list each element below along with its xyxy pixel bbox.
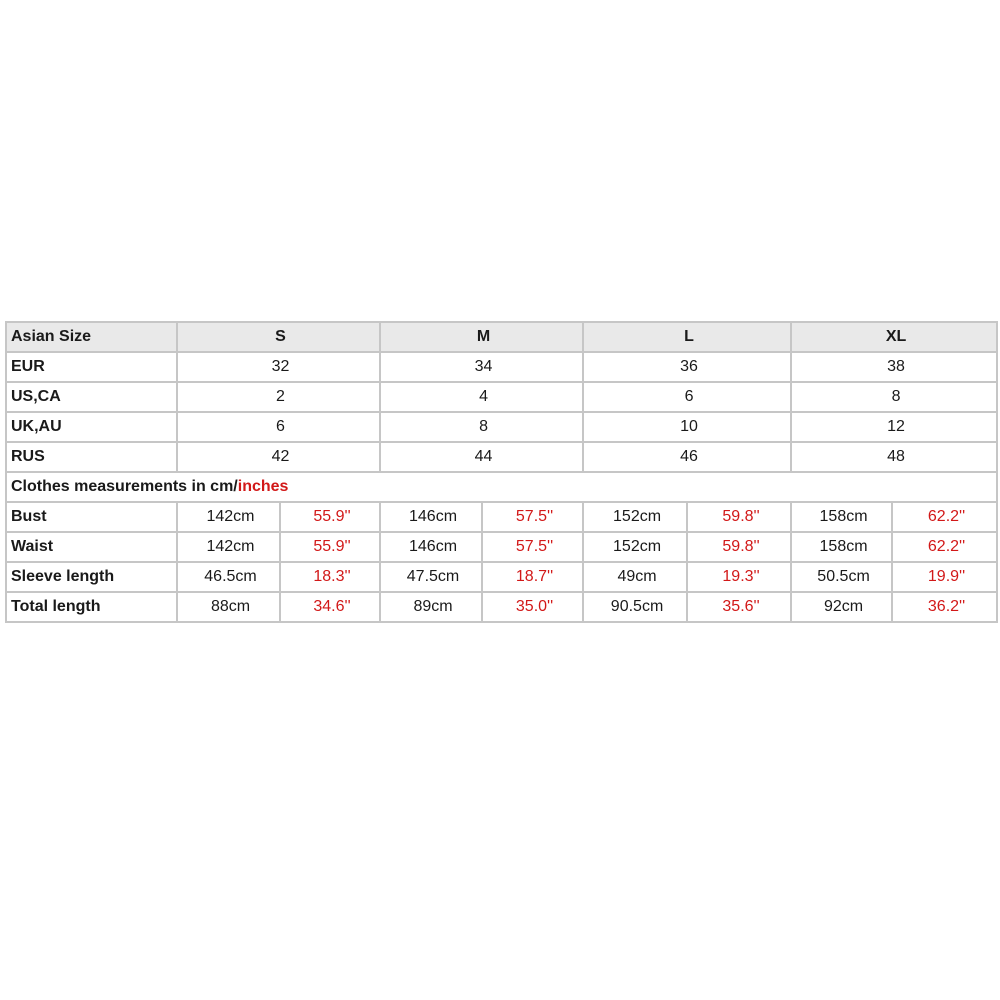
table-cell: 142cm xyxy=(177,502,280,532)
table-cell: 158cm xyxy=(791,532,892,562)
size-m-heading: M xyxy=(380,322,583,352)
table-cell: 146cm xyxy=(380,532,482,562)
row-label: Waist xyxy=(6,532,177,562)
table-cell: 36 xyxy=(583,352,791,382)
conversion-row-rus xyxy=(6,442,997,472)
table-cell: 8 xyxy=(380,412,583,442)
table-cell: 6 xyxy=(583,382,791,412)
table-cell: 92cm xyxy=(791,592,892,622)
measurement-row-waist xyxy=(6,532,997,562)
table-cell: 146cm xyxy=(380,502,482,532)
measurements-title-prefix: Clothes measurements in cm/ xyxy=(11,478,238,495)
conversion-row-uk-au xyxy=(6,412,997,442)
table-cell: 2 xyxy=(177,382,380,412)
table-cell: 32 xyxy=(177,352,380,382)
table-cell: 55.9'' xyxy=(280,502,380,532)
row-label: Total length xyxy=(6,592,177,622)
table-cell: 62.2'' xyxy=(892,502,997,532)
measurements-title-row xyxy=(6,472,997,502)
table-cell: 18.7'' xyxy=(482,562,583,592)
table-cell: 10 xyxy=(583,412,791,442)
size-s-heading: S xyxy=(177,322,380,352)
row-label: RUS xyxy=(6,442,177,472)
table-cell: 59.8'' xyxy=(687,502,791,532)
asian-size-label: Asian Size xyxy=(6,322,177,352)
table-cell: 90.5cm xyxy=(583,592,687,622)
size-chart-table xyxy=(5,321,998,623)
table-cell: 36.2'' xyxy=(892,592,997,622)
table-cell: 50.5cm xyxy=(791,562,892,592)
size-header-row xyxy=(6,322,997,352)
conversion-row-eur xyxy=(6,352,997,382)
table-cell: 57.5'' xyxy=(482,502,583,532)
table-cell: 19.3'' xyxy=(687,562,791,592)
table-cell: 8 xyxy=(791,382,997,412)
table-cell: 49cm xyxy=(583,562,687,592)
row-label: EUR xyxy=(6,352,177,382)
table-cell: 34.6'' xyxy=(280,592,380,622)
size-xl-heading: XL xyxy=(791,322,997,352)
table-cell: 38 xyxy=(791,352,997,382)
row-label: Sleeve length xyxy=(6,562,177,592)
row-label: Bust xyxy=(6,502,177,532)
conversion-row-us-ca xyxy=(6,382,997,412)
table-cell: 44 xyxy=(380,442,583,472)
measurements-title xyxy=(6,472,997,502)
size-l-heading: L xyxy=(583,322,791,352)
table-cell: 89cm xyxy=(380,592,482,622)
table-cell: 142cm xyxy=(177,532,280,562)
table-cell: 18.3'' xyxy=(280,562,380,592)
measurements-title-accent: inches xyxy=(237,478,289,495)
measurement-row-total-length xyxy=(6,592,997,622)
table-cell: 19.9'' xyxy=(892,562,997,592)
row-label: US,CA xyxy=(6,382,177,412)
table-cell: 158cm xyxy=(791,502,892,532)
table-cell: 59.8'' xyxy=(687,532,791,562)
table-cell: 55.9'' xyxy=(280,532,380,562)
table-cell: 42 xyxy=(177,442,380,472)
row-label: UK,AU xyxy=(6,412,177,442)
table-cell: 152cm xyxy=(583,532,687,562)
measurement-row-sleeve-length xyxy=(6,562,997,592)
table-cell: 46.5cm xyxy=(177,562,280,592)
table-cell: 47.5cm xyxy=(380,562,482,592)
table-cell: 4 xyxy=(380,382,583,412)
table-cell: 57.5'' xyxy=(482,532,583,562)
table-cell: 152cm xyxy=(583,502,687,532)
table-cell: 12 xyxy=(791,412,997,442)
table-cell: 88cm xyxy=(177,592,280,622)
table-cell: 48 xyxy=(791,442,997,472)
table-cell: 35.0'' xyxy=(482,592,583,622)
table-cell: 46 xyxy=(583,442,791,472)
table-cell: 35.6'' xyxy=(687,592,791,622)
table-cell: 34 xyxy=(380,352,583,382)
table-cell: 62.2'' xyxy=(892,532,997,562)
measurement-row-bust xyxy=(6,502,997,532)
table-cell: 6 xyxy=(177,412,380,442)
